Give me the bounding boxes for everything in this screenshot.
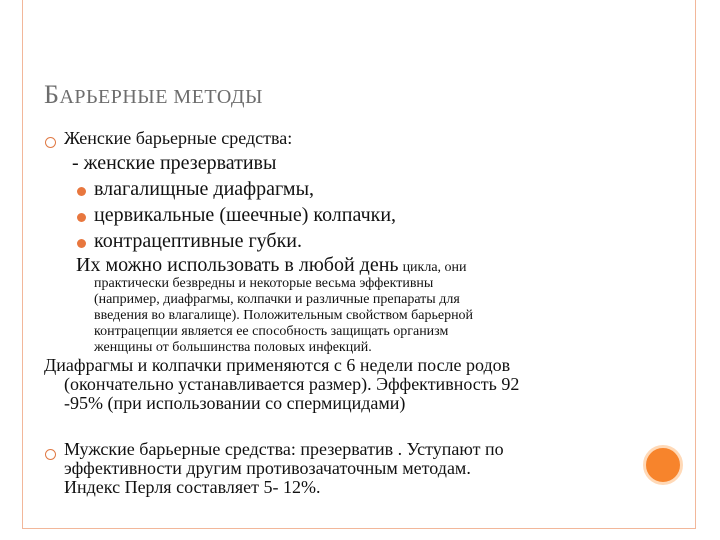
- small-paragraph: [94, 276, 473, 356]
- diaphragm-line: (окончательно устанавливается размер). Эффективность 92: [64, 374, 520, 394]
- small-line: введения во влагалище). Положительным свойством барьерной: [94, 308, 474, 323]
- filled-bullet-icon: [77, 239, 86, 248]
- female-condoms-text: - женские презервативы: [72, 152, 277, 174]
- bullet-icon: [45, 449, 56, 460]
- anyday-small: цикла, они: [402, 260, 467, 275]
- title-initial: Б: [44, 80, 60, 109]
- anyday-line: [76, 254, 467, 277]
- male-line: эффективности другим противозачаточным методам.: [64, 458, 471, 478]
- slide-title: [44, 80, 263, 110]
- bullet-icon: [45, 137, 56, 148]
- filled-bullet-icon: [77, 213, 86, 222]
- small-line: практически безвредны и некоторые весьма эффективны: [94, 276, 434, 291]
- male-line: Мужские барьерные средства: презерватив . Уступают по: [64, 439, 504, 459]
- diaphragm-line: -95% (при использовании со спермицидами): [64, 393, 406, 413]
- diaphragm-paragraph: [44, 356, 519, 413]
- filled-bullet-icon: [77, 187, 86, 196]
- male-paragraph: [64, 440, 504, 497]
- list-item: влагалищные диафрагмы,: [94, 178, 315, 200]
- decorative-circle-icon: [643, 445, 683, 485]
- female-heading: Женские барьерные средства:: [64, 128, 293, 148]
- title-rest: АРЬЕРНЫЕ МЕТОДЫ: [59, 86, 263, 108]
- small-line: женщины от большинства половых инфекций.: [94, 340, 372, 355]
- anyday-big: Их можно использовать в любой день: [76, 254, 399, 276]
- diaphragm-line: Диафрагмы и колпачки применяются с 6 недели после родов: [44, 355, 511, 375]
- small-line: контрацепции является ее способность защищать организм: [94, 324, 449, 339]
- small-line: (например, диафрагмы, колпачки и различные препараты для: [94, 292, 460, 307]
- list-item: цервикальные (шеечные) колпачки,: [94, 204, 397, 226]
- list-item: контрацептивные губки.: [94, 230, 302, 252]
- male-line: Индекс Перля составляет 5- 12%.: [64, 477, 321, 497]
- female-condoms: [72, 152, 276, 175]
